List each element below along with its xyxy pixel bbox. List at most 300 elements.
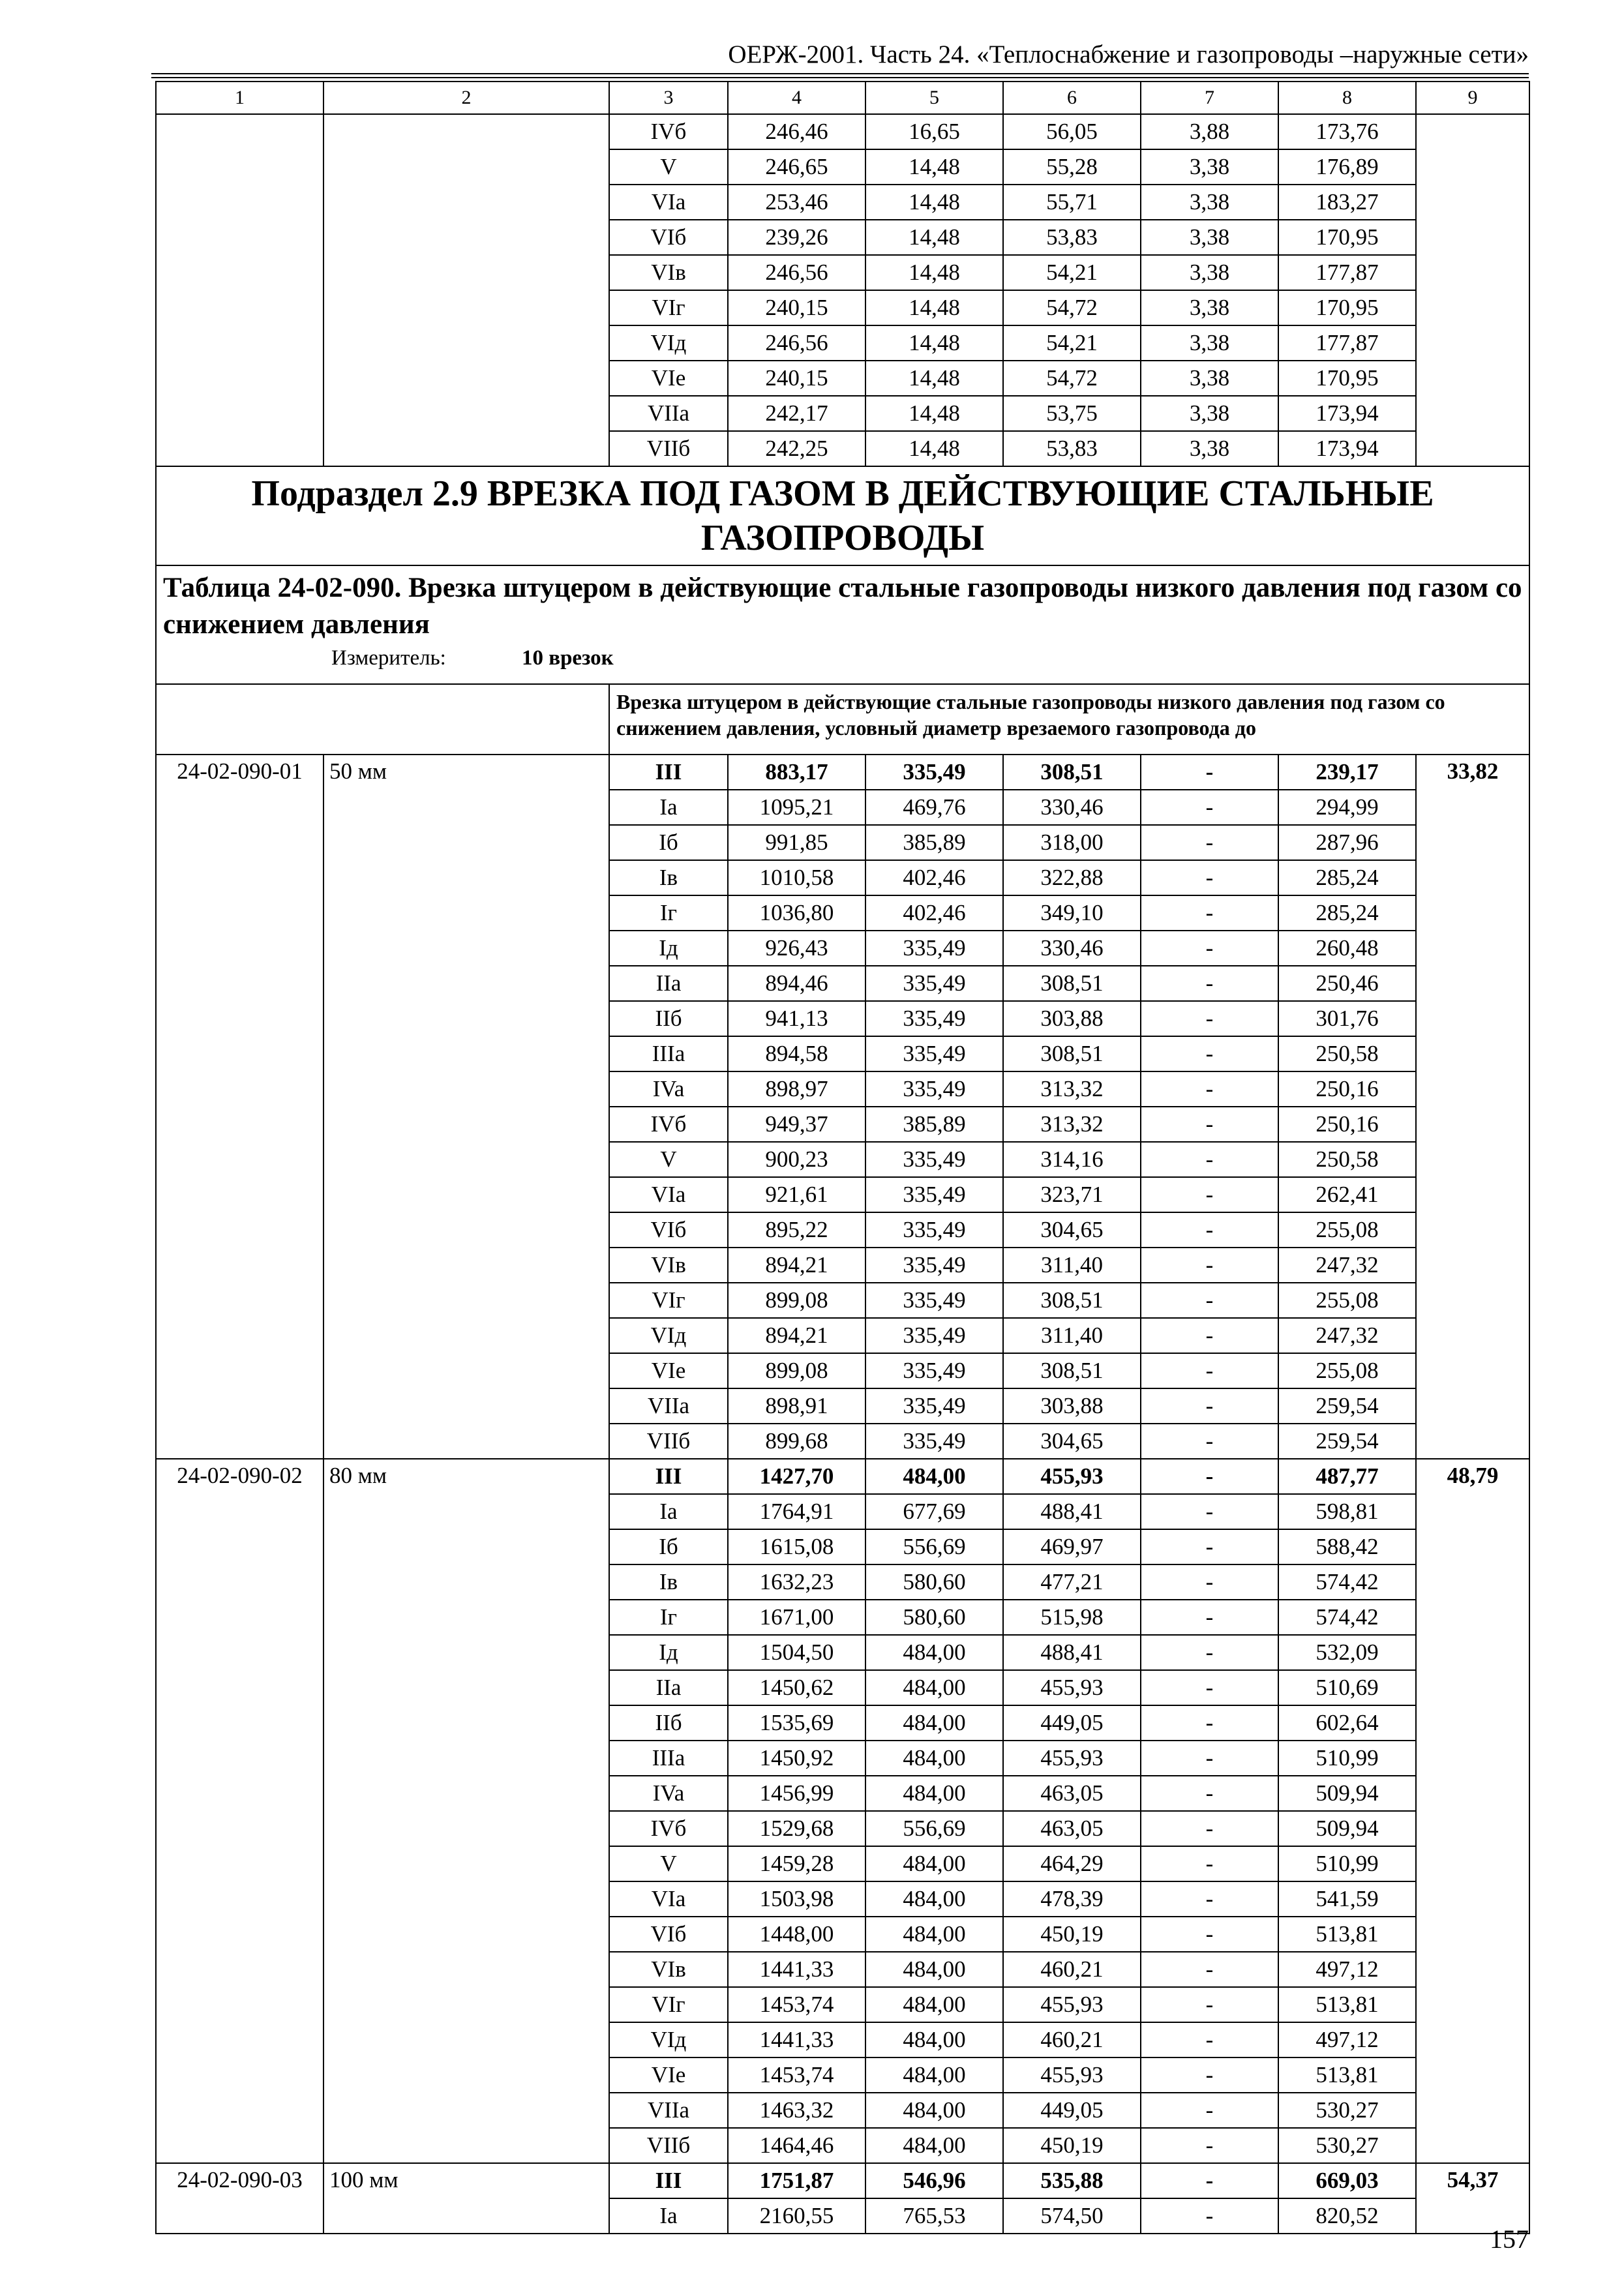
column-number-cell: 3 — [609, 82, 728, 114]
value-cell: 14,48 — [865, 255, 1003, 290]
value-cell: 250,16 — [1278, 1107, 1416, 1142]
value-cell: III — [609, 1459, 728, 1494]
value-cell: - — [1141, 1881, 1278, 1917]
code-cell: 24-02-090-03 — [156, 2163, 323, 2234]
value-cell: - — [1141, 1248, 1278, 1283]
value-cell: 53,83 — [1003, 220, 1141, 255]
value-cell: 335,49 — [865, 1248, 1003, 1283]
value-cell: Iб — [609, 825, 728, 860]
value-cell: 308,51 — [1003, 1283, 1141, 1318]
value-cell: 16,65 — [865, 114, 1003, 149]
value-cell: 242,25 — [728, 431, 865, 466]
value-cell: 54,72 — [1003, 361, 1141, 396]
rates-table — [155, 81, 1530, 2234]
value-cell: 54,21 — [1003, 255, 1141, 290]
value-cell: - — [1141, 1917, 1278, 1952]
value-cell: 285,24 — [1278, 860, 1416, 895]
value-cell: 484,00 — [865, 1741, 1003, 1776]
value-cell: III — [609, 2163, 728, 2198]
value-cell: 242,17 — [728, 396, 865, 431]
value-cell: Ia — [609, 790, 728, 825]
value-cell: 991,85 — [728, 825, 865, 860]
value-cell: - — [1141, 966, 1278, 1001]
value-cell: 455,93 — [1003, 1459, 1141, 1494]
value-cell: 574,42 — [1278, 1564, 1416, 1600]
value-cell: 14,48 — [865, 431, 1003, 466]
value-cell: - — [1141, 1001, 1278, 1036]
value-cell: - — [1141, 2163, 1278, 2198]
value-cell: 484,00 — [865, 1917, 1003, 1952]
value-cell: - — [1141, 1952, 1278, 1987]
value-cell: 484,00 — [865, 1881, 1003, 1917]
value-cell: 894,46 — [728, 966, 865, 1001]
value-cell: 3,38 — [1141, 325, 1278, 361]
value-cell: Iд — [609, 1635, 728, 1670]
header-rule — [151, 73, 1529, 78]
value-cell: 455,93 — [1003, 2057, 1141, 2093]
value-cell: 450,19 — [1003, 2128, 1141, 2163]
value-cell: VIв — [609, 255, 728, 290]
value-cell: VIд — [609, 325, 728, 361]
value-cell: VIe — [609, 2057, 728, 2093]
value-cell: - — [1141, 1283, 1278, 1318]
value-cell: 335,49 — [865, 966, 1003, 1001]
value-cell: 173,94 — [1278, 431, 1416, 466]
value-cell: VIa — [609, 1881, 728, 1917]
work-description-row — [156, 684, 1529, 755]
table-row — [156, 2163, 1529, 2198]
value-cell: 580,60 — [865, 1564, 1003, 1600]
value-cell: 335,49 — [865, 1318, 1003, 1353]
value-cell: 313,32 — [1003, 1071, 1141, 1107]
value-cell: 259,54 — [1278, 1388, 1416, 1424]
value-cell: 335,49 — [865, 1424, 1003, 1459]
value-cell: 602,64 — [1278, 1705, 1416, 1741]
value-cell: 574,42 — [1278, 1600, 1416, 1635]
value-cell: 484,00 — [865, 1670, 1003, 1705]
value-cell: 455,93 — [1003, 1741, 1141, 1776]
value-cell: 240,15 — [728, 290, 865, 325]
subsection-row — [156, 466, 1529, 565]
value-cell: 463,05 — [1003, 1811, 1141, 1846]
value-cell: 1459,28 — [728, 1846, 865, 1881]
value-cell: VIб — [609, 220, 728, 255]
value-cell: 14,48 — [865, 220, 1003, 255]
value-cell: 588,42 — [1278, 1529, 1416, 1564]
value-cell: 460,21 — [1003, 2022, 1141, 2057]
value-cell: 1464,46 — [728, 2128, 865, 2163]
value-cell: 899,08 — [728, 1353, 865, 1388]
value-cell: - — [1141, 1635, 1278, 1670]
value-cell: - — [1141, 2022, 1278, 2057]
value-cell: 1448,00 — [728, 1917, 865, 1952]
value-cell: - — [1141, 2128, 1278, 2163]
value-cell: 455,93 — [1003, 1987, 1141, 2022]
value-cell: 335,49 — [865, 1036, 1003, 1071]
diameter-cell: 80 мм — [323, 1459, 609, 2163]
value-cell: - — [1141, 1212, 1278, 1248]
value-cell: 262,41 — [1278, 1177, 1416, 1212]
value-cell: 484,00 — [865, 1987, 1003, 2022]
value-cell: 335,49 — [865, 931, 1003, 966]
value-cell: 1450,62 — [728, 1670, 865, 1705]
value-cell: 250,58 — [1278, 1142, 1416, 1177]
value-cell: 926,43 — [728, 931, 865, 966]
value-cell: 513,81 — [1278, 1917, 1416, 1952]
value-cell: 1751,87 — [728, 2163, 865, 2198]
value-cell: - — [1141, 1318, 1278, 1353]
value-cell: 3,88 — [1141, 114, 1278, 149]
value-cell: 14,48 — [865, 396, 1003, 431]
value-cell: 900,23 — [728, 1142, 865, 1177]
code-cell — [156, 114, 323, 466]
value-cell: 14,48 — [865, 149, 1003, 185]
value-cell: VIIб — [609, 431, 728, 466]
value-cell: 1456,99 — [728, 1776, 865, 1811]
value-cell: 899,68 — [728, 1424, 865, 1459]
value-cell: 3,38 — [1141, 290, 1278, 325]
value-cell: 54,72 — [1003, 290, 1141, 325]
value-cell: 308,51 — [1003, 1036, 1141, 1071]
value-cell: 1095,21 — [728, 790, 865, 825]
value-cell: 177,87 — [1278, 255, 1416, 290]
column-number-cell: 7 — [1141, 82, 1278, 114]
value-cell: 509,94 — [1278, 1776, 1416, 1811]
value-cell: - — [1141, 2057, 1278, 2093]
value-cell: 335,49 — [865, 1283, 1003, 1318]
value-cell: IVб — [609, 114, 728, 149]
value-cell: 335,49 — [865, 1177, 1003, 1212]
value-cell: 14,48 — [865, 185, 1003, 220]
value-cell: 2160,55 — [728, 2198, 865, 2234]
value-cell: 469,97 — [1003, 1529, 1141, 1564]
value-cell: 449,05 — [1003, 1705, 1141, 1741]
value-cell: 56,05 — [1003, 114, 1141, 149]
col9-cell — [1416, 114, 1529, 466]
value-cell: 484,00 — [865, 1705, 1003, 1741]
value-cell: 3,38 — [1141, 431, 1278, 466]
value-cell: 3,38 — [1141, 255, 1278, 290]
value-cell: 1453,74 — [728, 1987, 865, 2022]
value-cell: 14,48 — [865, 325, 1003, 361]
value-cell: 335,49 — [865, 1142, 1003, 1177]
column-number-cell: 8 — [1278, 82, 1416, 114]
value-cell: - — [1141, 1353, 1278, 1388]
value-cell: 303,88 — [1003, 1388, 1141, 1424]
value-cell: 574,50 — [1003, 2198, 1141, 2234]
value-cell: 53,75 — [1003, 396, 1141, 431]
column-number-row — [156, 82, 1529, 114]
value-cell: VIIa — [609, 396, 728, 431]
value-cell: 1503,98 — [728, 1881, 865, 1917]
value-cell: 497,12 — [1278, 1952, 1416, 1987]
value-cell: Iв — [609, 860, 728, 895]
value-cell: IIб — [609, 1705, 728, 1741]
value-cell: 335,49 — [865, 1001, 1003, 1036]
value-cell: 246,56 — [728, 255, 865, 290]
blank-cell — [156, 684, 609, 755]
value-cell: 455,93 — [1003, 1670, 1141, 1705]
value-cell: VIг — [609, 1987, 728, 2022]
value-cell: 239,26 — [728, 220, 865, 255]
value-cell: 1453,74 — [728, 2057, 865, 2093]
meter-label: Измеритель: — [331, 646, 446, 670]
value-cell: 463,05 — [1003, 1776, 1141, 1811]
value-cell: 250,46 — [1278, 966, 1416, 1001]
value-cell: 883,17 — [728, 755, 865, 790]
value-cell: 349,10 — [1003, 895, 1141, 931]
value-cell: VIв — [609, 1952, 728, 1987]
value-cell: 255,08 — [1278, 1353, 1416, 1388]
value-cell: 54,21 — [1003, 325, 1141, 361]
value-cell: 556,69 — [865, 1529, 1003, 1564]
diameter-cell: 100 мм — [323, 2163, 609, 2234]
value-cell: 546,96 — [865, 2163, 1003, 2198]
value-cell: VIб — [609, 1917, 728, 1952]
value-cell: 311,40 — [1003, 1318, 1141, 1353]
value-cell: - — [1141, 1670, 1278, 1705]
value-cell: VIб — [609, 1212, 728, 1248]
value-cell: Iг — [609, 895, 728, 931]
value-cell: 765,53 — [865, 2198, 1003, 2234]
value-cell: 253,46 — [728, 185, 865, 220]
value-cell: 1036,80 — [728, 895, 865, 931]
table-row — [156, 755, 1529, 790]
value-cell: 941,13 — [728, 1001, 865, 1036]
meter-row — [163, 643, 1522, 673]
value-cell: 1535,69 — [728, 1705, 865, 1741]
value-cell: 301,76 — [1278, 1001, 1416, 1036]
value-cell: - — [1141, 790, 1278, 825]
value-cell: 259,54 — [1278, 1424, 1416, 1459]
value-cell: 820,52 — [1278, 2198, 1416, 2234]
value-cell: 677,69 — [865, 1494, 1003, 1529]
value-cell: 3,38 — [1141, 185, 1278, 220]
table-row — [156, 1459, 1529, 1494]
col9-cell: 48,79 — [1416, 1459, 1529, 2163]
column-number-cell: 6 — [1003, 82, 1141, 114]
value-cell: 1427,70 — [728, 1459, 865, 1494]
value-cell: V — [609, 149, 728, 185]
value-cell: IVб — [609, 1811, 728, 1846]
value-cell: IIa — [609, 1670, 728, 1705]
value-cell: Iг — [609, 1600, 728, 1635]
value-cell: 1010,58 — [728, 860, 865, 895]
column-number-cell: 9 — [1416, 82, 1529, 114]
value-cell: - — [1141, 1177, 1278, 1212]
value-cell: 308,51 — [1003, 755, 1141, 790]
value-cell: VIe — [609, 361, 728, 396]
value-cell: 176,89 — [1278, 149, 1416, 185]
value-cell: IVa — [609, 1071, 728, 1107]
value-cell: 260,48 — [1278, 931, 1416, 966]
value-cell: 484,00 — [865, 2093, 1003, 2128]
value-cell: 53,83 — [1003, 431, 1141, 466]
value-cell: Iб — [609, 1529, 728, 1564]
value-cell: - — [1141, 1529, 1278, 1564]
col9-cell: 33,82 — [1416, 755, 1529, 1459]
value-cell: VIг — [609, 1283, 728, 1318]
value-cell: 335,49 — [865, 1212, 1003, 1248]
value-cell: 556,69 — [865, 1811, 1003, 1846]
value-cell: 308,51 — [1003, 966, 1141, 1001]
value-cell: 484,00 — [865, 1459, 1003, 1494]
value-cell: VIa — [609, 185, 728, 220]
value-cell: 240,15 — [728, 361, 865, 396]
value-cell: 55,71 — [1003, 185, 1141, 220]
value-cell: 247,32 — [1278, 1318, 1416, 1353]
value-cell: 322,88 — [1003, 860, 1141, 895]
value-cell: 308,51 — [1003, 1353, 1141, 1388]
value-cell: IVa — [609, 1776, 728, 1811]
value-cell: 488,41 — [1003, 1494, 1141, 1529]
value-cell: - — [1141, 755, 1278, 790]
value-cell: Ia — [609, 1494, 728, 1529]
value-cell: - — [1141, 895, 1278, 931]
value-cell: 385,89 — [865, 825, 1003, 860]
table-caption — [156, 565, 1529, 684]
value-cell: 3,38 — [1141, 396, 1278, 431]
code-cell: 24-02-090-01 — [156, 755, 323, 1459]
value-cell: 1529,68 — [728, 1811, 865, 1846]
value-cell: 484,00 — [865, 1635, 1003, 1670]
value-cell: 894,58 — [728, 1036, 865, 1071]
value-cell: VIIб — [609, 2128, 728, 2163]
value-cell: 3,38 — [1141, 361, 1278, 396]
col9-cell: 54,37 — [1416, 2163, 1529, 2234]
value-cell: 294,99 — [1278, 790, 1416, 825]
value-cell: 449,05 — [1003, 2093, 1141, 2128]
value-cell: 477,21 — [1003, 1564, 1141, 1600]
value-cell: 318,00 — [1003, 825, 1141, 860]
column-number-cell: 1 — [156, 82, 323, 114]
value-cell: 921,61 — [728, 1177, 865, 1212]
value-cell: 510,99 — [1278, 1741, 1416, 1776]
value-cell: Ia — [609, 2198, 728, 2234]
value-cell: 173,94 — [1278, 396, 1416, 431]
value-cell: VIг — [609, 290, 728, 325]
value-cell: - — [1141, 825, 1278, 860]
code-cell: 24-02-090-02 — [156, 1459, 323, 2163]
value-cell: 598,81 — [1278, 1494, 1416, 1529]
value-cell: VIIa — [609, 2093, 728, 2128]
value-cell: 1671,00 — [728, 1600, 865, 1635]
value-cell: 246,46 — [728, 114, 865, 149]
value-cell: 460,21 — [1003, 1952, 1141, 1987]
value-cell: - — [1141, 1600, 1278, 1635]
value-cell: - — [1141, 1388, 1278, 1424]
value-cell: 484,00 — [865, 1846, 1003, 1881]
work-description: Врезка штуцером в действующие стальные газопроводы низкого давления под газом со снижением давления, условный диаметр врезаемого газопровода до — [609, 684, 1529, 755]
value-cell: 330,46 — [1003, 790, 1141, 825]
value-cell: - — [1141, 2093, 1278, 2128]
value-cell: 1450,92 — [728, 1741, 865, 1776]
value-cell: 255,08 — [1278, 1212, 1416, 1248]
value-cell: 515,98 — [1003, 1600, 1141, 1635]
value-cell: 1615,08 — [728, 1529, 865, 1564]
value-cell: 949,37 — [728, 1107, 865, 1142]
value-cell: 530,27 — [1278, 2093, 1416, 2128]
value-cell: 335,49 — [865, 1353, 1003, 1388]
value-cell: 469,76 — [865, 790, 1003, 825]
value-cell: IIб — [609, 1001, 728, 1036]
value-cell: 510,69 — [1278, 1670, 1416, 1705]
value-cell: - — [1141, 860, 1278, 895]
value-cell: 385,89 — [865, 1107, 1003, 1142]
value-cell: 170,95 — [1278, 290, 1416, 325]
value-cell: 530,27 — [1278, 2128, 1416, 2163]
value-cell: - — [1141, 1459, 1278, 1494]
value-cell: Iв — [609, 1564, 728, 1600]
value-cell: 303,88 — [1003, 1001, 1141, 1036]
value-cell: 314,16 — [1003, 1142, 1141, 1177]
value-cell: VIIб — [609, 1424, 728, 1459]
value-cell: 510,99 — [1278, 1846, 1416, 1881]
value-cell: V — [609, 1142, 728, 1177]
value-cell: - — [1141, 1071, 1278, 1107]
value-cell: 669,03 — [1278, 2163, 1416, 2198]
value-cell: 1504,50 — [728, 1635, 865, 1670]
value-cell: III — [609, 755, 728, 790]
value-cell: 255,08 — [1278, 1283, 1416, 1318]
value-cell: 246,65 — [728, 149, 865, 185]
value-cell: 898,97 — [728, 1071, 865, 1107]
value-cell: 335,49 — [865, 755, 1003, 790]
running-head: ОЕРЖ-2001. Часть 24. «Теплоснабжение и газопроводы –наружные сети» — [728, 40, 1529, 68]
value-cell: VIв — [609, 1248, 728, 1283]
value-cell: 532,09 — [1278, 1635, 1416, 1670]
value-cell: 170,95 — [1278, 220, 1416, 255]
value-cell: - — [1141, 2198, 1278, 2234]
value-cell: VIa — [609, 1177, 728, 1212]
value-cell: VIIa — [609, 1388, 728, 1424]
value-cell: IIIa — [609, 1036, 728, 1071]
value-cell: - — [1141, 1811, 1278, 1846]
value-cell: 246,56 — [728, 325, 865, 361]
value-cell: 894,21 — [728, 1248, 865, 1283]
value-cell: 509,94 — [1278, 1811, 1416, 1846]
column-number-cell: 5 — [865, 82, 1003, 114]
value-cell: 899,08 — [728, 1283, 865, 1318]
value-cell: 484,00 — [865, 2022, 1003, 2057]
value-cell: V — [609, 1846, 728, 1881]
value-cell: - — [1141, 1424, 1278, 1459]
value-cell: - — [1141, 1142, 1278, 1177]
value-cell: 497,12 — [1278, 2022, 1416, 2057]
value-cell: 304,65 — [1003, 1424, 1141, 1459]
value-cell: 250,16 — [1278, 1071, 1416, 1107]
value-cell: 3,38 — [1141, 220, 1278, 255]
value-cell: 464,29 — [1003, 1846, 1141, 1881]
column-number-cell: 2 — [323, 82, 609, 114]
value-cell: 173,76 — [1278, 114, 1416, 149]
value-cell: 330,46 — [1003, 931, 1141, 966]
value-cell: 335,49 — [865, 1071, 1003, 1107]
value-cell: 450,19 — [1003, 1917, 1141, 1952]
value-cell: 285,24 — [1278, 895, 1416, 931]
value-cell: - — [1141, 1776, 1278, 1811]
value-cell: 239,17 — [1278, 755, 1416, 790]
value-cell: VIд — [609, 2022, 728, 2057]
value-cell: VIд — [609, 1318, 728, 1353]
value-cell: 402,46 — [865, 860, 1003, 895]
meter-value: 10 врезок — [522, 646, 614, 670]
value-cell: - — [1141, 931, 1278, 966]
value-cell: 323,71 — [1003, 1177, 1141, 1212]
value-cell: - — [1141, 1705, 1278, 1741]
page-number: 157 — [1490, 2224, 1529, 2254]
value-cell: 311,40 — [1003, 1248, 1141, 1283]
